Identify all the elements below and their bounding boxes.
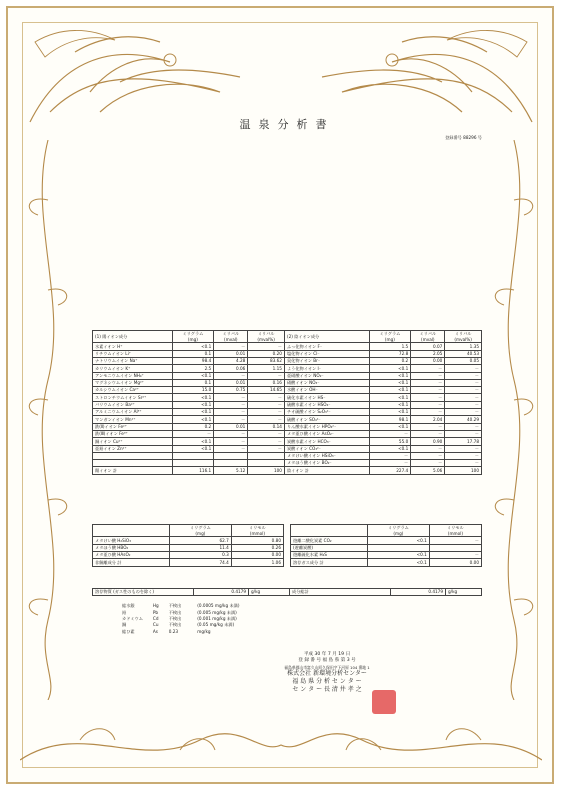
anion-total: 100 [445,467,482,474]
nondissociated-row: メタほう酸 HBO₂ 11.4 0.26 [93,544,284,551]
cation-value: 0.1 [172,350,214,357]
anion-value: － [369,460,411,467]
anion-value: <0.1 [369,423,411,430]
ion-table-row [93,379,482,386]
cation-name: 亜鉛イオン Zn²⁺ [93,445,173,452]
anion-name: 硫酸イオン SO₄²⁻ [284,416,369,423]
anion-value: 2.04 [411,416,445,423]
floral-ornament-left [18,140,78,700]
cation-value: － [214,438,248,445]
anion-name: 水酸イオン OH⁻ [284,387,369,394]
anion-value: 55.0 [369,438,411,445]
anion-value: － [445,401,482,408]
issue-date: 平成 30 年 7 月 19 日 [303,652,351,657]
ion-table-row [93,423,482,430]
cation-value [248,460,285,467]
anion-value: － [411,379,445,386]
cation-name: バリウムイオン Ba²⁺ [93,401,173,408]
cation-value: <0.1 [172,445,214,452]
cation-value: 0.01 [214,350,248,357]
anion-value: <0.1 [369,387,411,394]
cation-total: 100 [248,467,285,474]
anion-value: － [445,379,482,386]
ion-table-row [93,394,482,401]
cation-value: 0.01 [214,379,248,386]
registration: 登 録 番 号 福 島 県 第 3 号 [298,658,356,664]
trace-row: 総ひ素 As 0.23 mg/kg [122,628,211,634]
anion-value: － [411,401,445,408]
ion-table-row [93,430,482,437]
issuer-address: 福島県郡山市富久山町久保田字下河原 104 番地 1 [284,664,370,670]
anion-name: 硫化水素イオン HS⁻ [284,394,369,401]
cation-total: 5.12 [214,467,248,474]
cation-value: 83.62 [248,357,285,364]
cation-value: 2.5 [172,365,214,372]
cation-value: 4.28 [214,357,248,364]
ion-table-row [93,350,482,357]
anion-value: － [411,409,445,416]
anion-value: 0.90 [411,438,445,445]
component-total-value: 0.4179 [391,589,446,596]
anion-value: <0.1 [369,401,411,408]
ion-table [92,330,482,475]
nondissociated-row: メタけい酸 H₂SiO₃ 62.7 0.80 [93,537,284,544]
anion-value: － [445,372,482,379]
cation-value: － [248,394,285,401]
anion-total: 陰イオン 計 [284,467,369,474]
issuer-lab: 福 島 県 分 析 セ ン タ ー [292,678,362,686]
anion-value: 17.78 [445,438,482,445]
cation-value: － [248,343,285,350]
cation-value: 15.0 [172,387,214,394]
gas-row: 遊離二酸化炭素 CO₂ <0.1 － [291,537,482,544]
ion-table-row [93,409,482,416]
anion-value: － [369,430,411,437]
cation-value: 0.01 [214,423,248,430]
component-total-label: 成分総計 [290,589,391,596]
cation-value: 0.75 [214,387,248,394]
anion-value: － [445,365,482,372]
anion-value: 0.07 [411,343,445,350]
anion-value: － [411,452,445,459]
anion-name: チオ硫酸イオン S₂O₃²⁻ [284,409,369,416]
anion-value: － [445,460,482,467]
anion-value: － [445,409,482,416]
cation-value: 0.20 [248,350,285,357]
red-seal-stamp [372,690,396,714]
anion-value: 40.29 [445,416,482,423]
ion-table-row [93,343,482,350]
cation-value [214,452,248,459]
analysis-sheet [92,118,482,718]
ion-table-header: (1) 陽イオン成分 ミリグラム (mg) ミリバル (mval) ミリバル (mval%) (2) 陰イオン成分 ミリグラム (mg) ミリバル (mval) ミリバル (mval%) [93,331,482,343]
cation-value: 0.1 [172,379,214,386]
cation-value [214,460,248,467]
gas-table: ミリグラム (mg) ミリモル (mmol) 遊離二酸化炭素 CO₂ <0.1 － (遊離炭酸) 遊離硫化水素 H₂S <0.1 － 溶存ガス成分 計 <0.1 0.00 [290,524,482,567]
cation-value: 0.16 [248,379,285,386]
anion-total: 227.4 [369,467,411,474]
cation-value: － [214,401,248,408]
anion-value: － [411,460,445,467]
cation-value: 1.15 [248,365,285,372]
cation-value: 0.2 [172,423,214,430]
anion-value: 72.8 [369,350,411,357]
gas-total-row: 溶存ガス成分 計 <0.1 0.00 [291,559,482,566]
anion-name: 塩化物イオン Cl⁻ [284,350,369,357]
cation-name: マグネシウムイオン Mg²⁺ [93,379,173,386]
cation-name: アルミニウムイオン Al³⁺ [93,409,173,416]
cation-name: リチウムイオン Li⁺ [93,350,173,357]
cation-value [172,452,214,459]
ion-table-row [93,460,482,467]
anion-value: 40.53 [445,350,482,357]
ion-table-row [93,365,482,372]
trace-row: 銅 Cu 不検出 (0.05 mg/kg 未満) [122,622,235,628]
anion-name: 炭酸イオン CO₃²⁻ [284,445,369,452]
nondissociated-row: メタ亜ひ酸 HAsO₂ 0.3 0.00 [93,551,284,558]
cation-title: (1) 陽イオン成分 [93,331,173,343]
cation-total: 陽イオン 計 [93,467,173,474]
anion-value: 98.1 [369,416,411,423]
cation-value: － [248,445,285,452]
ion-table-row [93,416,482,423]
trace-row: 総水銀 Hg 不検出 (0.0005 mg/kg 未満) [122,603,240,609]
cation-total: 116.1 [172,467,214,474]
nondissociated-total-row: 非解離成分 計 74.4 1.06 [93,559,284,566]
cation-value: 0.14 [248,423,285,430]
cation-name: ストロンチウムイオン Sr²⁺ [93,394,173,401]
registration-number: 登録番号 88296 号 [445,135,482,140]
anion-value: <0.1 [369,365,411,372]
cation-value: 98.4 [172,357,214,364]
ion-table-row [93,357,482,364]
anion-value: － [369,452,411,459]
cation-name: 銅イオン Cu²⁺ [93,438,173,445]
anion-value: 1.35 [445,343,482,350]
cation-name: 鉄(Ⅲ)イオン Fe³⁺ [93,430,173,437]
cation-name: 鉄(Ⅱ)イオン Fe²⁺ [93,423,173,430]
issuer-block [242,652,412,695]
cation-name: ナトリウムイオン Na⁺ [93,357,173,364]
cation-value: － [172,430,214,437]
anion-name: メタけい酸イオン HSiO₃⁻ [284,452,369,459]
anion-value: － [411,445,445,452]
anion-total: 5.06 [411,467,445,474]
anion-name: メタ亜ひ酸イオン AsO₂⁻ [284,430,369,437]
ion-table-row [93,452,482,459]
cation-value: <0.1 [172,343,214,350]
cation-value [248,452,285,459]
cation-value [172,460,214,467]
gas-row: 遊離硫化水素 H₂S <0.1 － [291,551,482,558]
anion-value: 1.5 [369,343,411,350]
anion-name: りん酸水素イオン HPO₄²⁻ [284,423,369,430]
anion-value: <0.1 [369,409,411,416]
cation-value: 0.06 [214,365,248,372]
cation-value: － [214,416,248,423]
cation-value: － [248,409,285,416]
ion-table-row [93,445,482,452]
anion-value: － [411,394,445,401]
cation-value: <0.1 [172,372,214,379]
cation-value: － [214,430,248,437]
anion-value: － [411,387,445,394]
cation-value: － [214,394,248,401]
trace-table [120,603,248,634]
anion-value: － [445,423,482,430]
ion-table-row [93,438,482,445]
anion-value: － [411,365,445,372]
anion-value: － [411,423,445,430]
cation-value: － [214,343,248,350]
nondissociated-table: ミリグラム (mg) ミリモル (mmol) メタけい酸 H₂SiO₃ 62.7 0.80 メタほう酸 HBO₂ 11.4 0.26 メタ亜ひ酸 HAsO₂ 0.3 0.00 非解離成分 計 74.4 1.06 [92,524,284,567]
cation-name: アンモニウムイオン NH₄⁺ [93,372,173,379]
cation-value: 14.65 [248,387,285,394]
anion-value: － [411,372,445,379]
ion-table-row [93,387,482,394]
anion-value: 0.05 [445,357,482,364]
cation-name: カルシウムイオン Ca²⁺ [93,387,173,394]
anion-title: (2) 陰イオン成分 [284,331,369,343]
cation-value: <0.1 [172,409,214,416]
anion-name: メタほう酸イオン BO₂⁻ [284,460,369,467]
totals-table: 溶存物質 (ガス性のものを除く) 0.4179 g/kg 成分総計 0.4179 g/kg [92,588,482,596]
trace-row: カドミウム Cd 不検出 (0.001 mg/kg 未満) [122,615,237,621]
anion-value: － [445,430,482,437]
anion-name: 硝酸イオン NO₃⁻ [284,379,369,386]
anion-value: <0.1 [369,372,411,379]
trace-row: 鉛 Pb 不検出 (0.005 mg/kg 未満) [122,609,237,615]
cation-value: <0.1 [172,438,214,445]
gas-row: (遊離炭酸) [291,544,482,551]
issuer-company: 株式会社 新環境分析センター [287,669,367,677]
ion-table-row [93,401,482,408]
cation-value: － [214,372,248,379]
cation-value: <0.1 [172,416,214,423]
cation-value: － [214,445,248,452]
document-title: 温泉分析書 [239,118,335,131]
anion-name: 臭化物イオン Br⁻ [284,357,369,364]
phoenix-ornament-left [20,22,260,132]
phoenix-ornament-right [302,22,542,132]
anion-value: 2.05 [411,350,445,357]
anion-name: よう化物イオン I⁻ [284,365,369,372]
anion-value: <0.1 [369,445,411,452]
anion-value: － [445,387,482,394]
dissolved-total-value: 0.4179 [194,589,249,596]
ion-table-row [93,372,482,379]
cation-value: － [248,438,285,445]
cation-name [93,452,173,459]
anion-name: 硫酸水素イオン HSO₄⁻ [284,401,369,408]
anion-name: ふっ化物イオン F⁻ [284,343,369,350]
cation-value: － [248,416,285,423]
dissolved-total-label: 溶存物質 (ガス性のものを除く) [93,589,194,596]
anion-value: － [445,394,482,401]
anion-value: － [445,445,482,452]
cation-value: － [248,430,285,437]
cation-name: カリウムイオン K⁺ [93,365,173,372]
anion-value: 0.00 [411,357,445,364]
anion-value: － [411,430,445,437]
anion-value: <0.1 [369,394,411,401]
cation-name: 水素イオン H⁺ [93,343,173,350]
anion-value: 0.2 [369,357,411,364]
cation-name: マンガンイオン Mn²⁺ [93,416,173,423]
anion-value: － [445,452,482,459]
cation-name [93,460,173,467]
cation-value: － [248,372,285,379]
anion-value: <0.1 [369,379,411,386]
anion-name: 炭酸水素イオン HCO₃⁻ [284,438,369,445]
cation-value: <0.1 [172,401,214,408]
floral-ornament-right [484,140,544,700]
cation-value: <0.1 [172,394,214,401]
cation-value: － [214,409,248,416]
cation-value: － [248,401,285,408]
ion-total-row [93,467,482,474]
anion-name: 亜硝酸イオン NO₂⁻ [284,372,369,379]
issuer-director: セ ン タ ー 長 清 井 孝 之 [292,686,362,694]
